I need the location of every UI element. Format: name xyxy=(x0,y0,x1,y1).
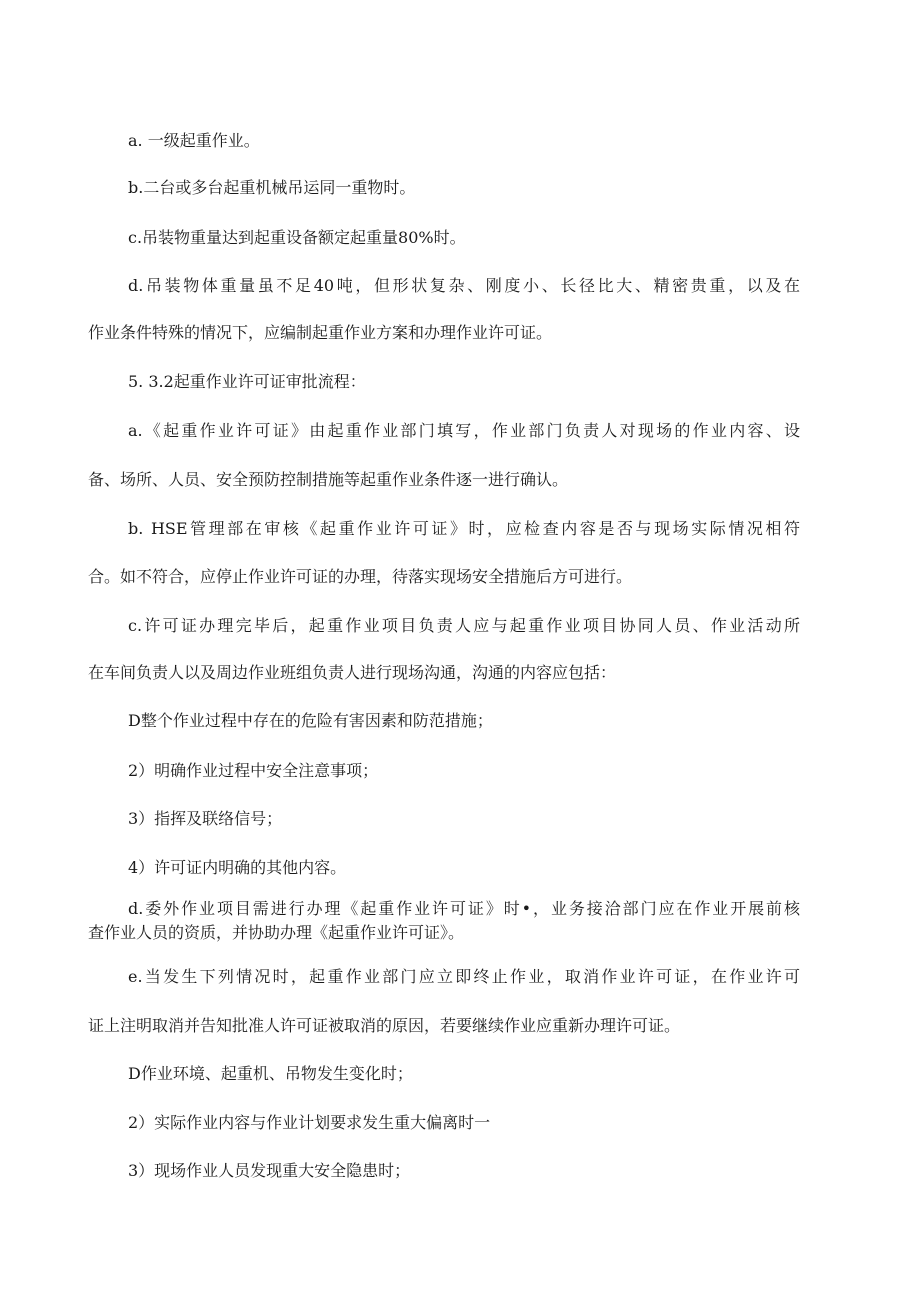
item-d-line-2: 作业条件特殊的情况下，应编制起重作业方案和办理作业许可证。 xyxy=(88,323,553,342)
termination-item-1: D作业环境、起重机、吊物发生变化时； xyxy=(128,1064,413,1083)
step-c-line-2: 在车间负责人以及周边作业班组负责人进行现场沟通，沟通的内容应包括： xyxy=(88,663,617,682)
item-c-rated-load: c.吊装物重量达到起重设备额定起重量80%时。 xyxy=(128,228,466,247)
step-d-line-1: d.委外作业项目需进行办理《起重作业许可证》时•，业务接洽部门应在作业开展前核 xyxy=(128,899,800,918)
step-b-line-2: 合。如不符合，应停止作业许可证的办理，待落实现场安全措施后方可进行。 xyxy=(88,567,633,586)
step-e-line-2: 证上注明取消并告知批准人许可证被取消的原因，若要继续作业应重新办理许可证。 xyxy=(88,1016,681,1035)
termination-item-2: 2）实际作业内容与作业计划要求发生重大偏离时一 xyxy=(128,1113,491,1132)
list-item-3: 3）指挥及联络信号； xyxy=(128,809,283,828)
list-item-1: D整个作业过程中存在的危险有害因素和防范措施； xyxy=(128,711,493,730)
list-item-2: 2）明确作业过程中安全注意事项； xyxy=(128,761,379,780)
step-c-line-1: c.许可证办理完毕后，起重作业项目负责人应与起重作业项目协同人员、作业活动所 xyxy=(128,616,800,635)
item-b-multiple-cranes: b.二台或多台起重机械吊运同一重物时。 xyxy=(128,178,416,197)
item-d-line-1: d.吊装物体重量虽不足40吨，但形状复杂、刚度小、长径比大、精密贵重，以及在 xyxy=(128,276,800,295)
step-e-line-1: e.当发生下列情况时，起重作业部门应立即终止作业，取消作业许可证，在作业许可 xyxy=(128,967,800,986)
section-heading-5-3-2: 5. 3.2起重作业许可证审批流程： xyxy=(128,372,366,391)
list-item-4: 4）许可证内明确的其他内容。 xyxy=(128,858,347,877)
step-b-line-1: b. HSE管理部在审核《起重作业许可证》时，应检查内容是否与现场实际情况相符 xyxy=(128,519,800,538)
item-a-first-class-lifting: a. 一级起重作业。 xyxy=(128,131,260,150)
step-a-line-1: a.《起重作业许可证》由起重作业部门填写，作业部门负责人对现场的作业内容、设 xyxy=(128,421,800,440)
step-d-line-2: 查作业人员的资质，并协助办理《起重作业许可证》。 xyxy=(88,923,465,942)
step-a-line-2: 备、场所、人员、安全预防控制措施等起重作业条件逐一进行确认。 xyxy=(88,470,569,489)
termination-item-3: 3）现场作业人员发现重大安全隐患时； xyxy=(128,1161,411,1180)
